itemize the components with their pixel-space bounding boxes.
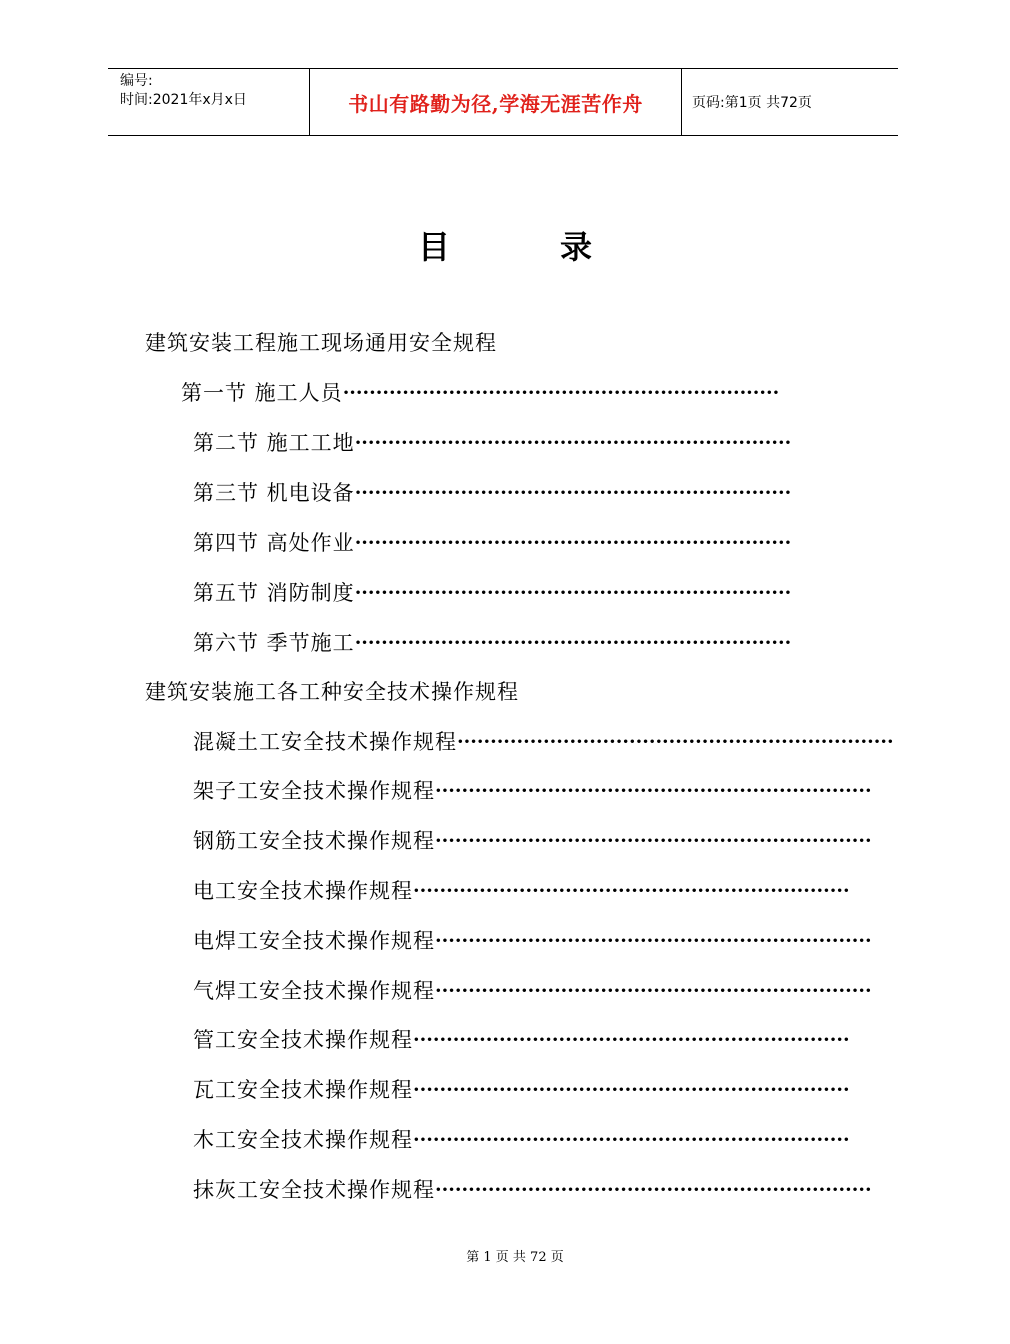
toc-leader-dots: ··································································	[435, 780, 872, 802]
header-page-info: 页码:第1页 共72页	[692, 95, 812, 111]
title-char-1: 目	[417, 228, 450, 266]
page-header	[108, 68, 898, 136]
toc-entry-label: 混凝土工安全技术操作规程	[193, 730, 457, 754]
toc-entry[interactable]	[193, 1125, 850, 1155]
toc-entry-label: 瓦工安全技术操作规程	[193, 1078, 413, 1102]
toc-entry[interactable]	[193, 826, 872, 856]
toc-entry-label: 架子工安全技术操作规程	[193, 779, 435, 803]
toc-entry[interactable]	[193, 1075, 850, 1105]
toc-leader-dots: ··································································	[354, 482, 792, 504]
toc-leader-dots: ··································································	[413, 1129, 850, 1151]
toc-entry-label: 第一节 施工人员	[181, 381, 343, 405]
header-number: 编号:	[120, 73, 153, 89]
toc-entry[interactable]	[193, 1025, 850, 1055]
page-footer: 第 1 页 共 72 页	[466, 1250, 564, 1265]
toc-entry-label: 电工安全技术操作规程	[193, 879, 413, 903]
toc-entry-label: 第三节 机电设备	[193, 481, 355, 505]
toc-leader-dots: ··································································	[354, 632, 792, 654]
toc-section-heading[interactable]	[145, 677, 565, 707]
toc-leader-dots: ··································································	[354, 532, 792, 554]
toc-entry[interactable]	[193, 578, 803, 608]
toc-entry-label: 第六节 季节施工	[193, 631, 355, 655]
toc-entry-label: 气焊工安全技术操作规程	[193, 979, 435, 1003]
toc-entry[interactable]	[193, 976, 872, 1006]
toc-entry[interactable]	[193, 727, 894, 757]
toc-leader-dots: ··································································	[435, 830, 872, 852]
toc-entry[interactable]	[193, 776, 872, 806]
header-time: 时间:2021年x月x日	[120, 92, 247, 108]
toc-leader-dots: ··································································	[435, 1179, 872, 1201]
toc-section-heading[interactable]	[145, 328, 545, 358]
toc-entry[interactable]	[193, 926, 872, 956]
toc-entry-label: 第四节 高处作业	[193, 531, 355, 555]
toc-entry-label: 钢筋工安全技术操作规程	[193, 829, 435, 853]
toc-entry-label: 建筑安装工程施工现场通用安全规程	[145, 331, 497, 355]
toc-entry[interactable]	[193, 528, 803, 558]
toc-leader-dots: ··································································	[413, 1029, 850, 1051]
toc-entry-label: 第二节 施工工地	[193, 431, 355, 455]
toc-leader-dots: ··································································	[413, 1079, 850, 1101]
toc-leader-dots: ··································································	[435, 930, 872, 952]
toc-leader-dots: ··································································	[413, 880, 850, 902]
toc-leader-dots: ··································································	[342, 382, 780, 404]
header-motto: 书山有路勤为径,学海无涯苦作舟	[310, 69, 682, 135]
toc-entry[interactable]	[193, 876, 850, 906]
toc-entry[interactable]	[193, 428, 803, 458]
toc-entry-label: 第五节 消防制度	[193, 581, 355, 605]
toc-entry-label: 建筑安装施工各工种安全技术操作规程	[145, 680, 519, 704]
toc-leader-dots: ··································································	[354, 582, 792, 604]
toc-entry[interactable]	[181, 378, 791, 408]
toc-entry[interactable]	[193, 1175, 872, 1205]
toc-leader-dots: ··································································	[435, 980, 872, 1002]
toc-entry[interactable]	[193, 478, 803, 508]
toc-leader-dots: ··································································	[354, 432, 792, 454]
page-title	[0, 222, 1010, 268]
toc-entry-label: 电焊工安全技术操作规程	[193, 929, 435, 953]
toc-entry-label: 木工安全技术操作规程	[193, 1128, 413, 1152]
toc-entry-label: 管工安全技术操作规程	[193, 1028, 413, 1052]
toc-leader-dots: ··································································	[457, 731, 894, 753]
title-char-2: 录	[560, 228, 593, 266]
toc-entry-label: 抹灰工安全技术操作规程	[193, 1178, 435, 1202]
toc-entry[interactable]	[193, 628, 803, 658]
header-meta	[108, 69, 310, 135]
